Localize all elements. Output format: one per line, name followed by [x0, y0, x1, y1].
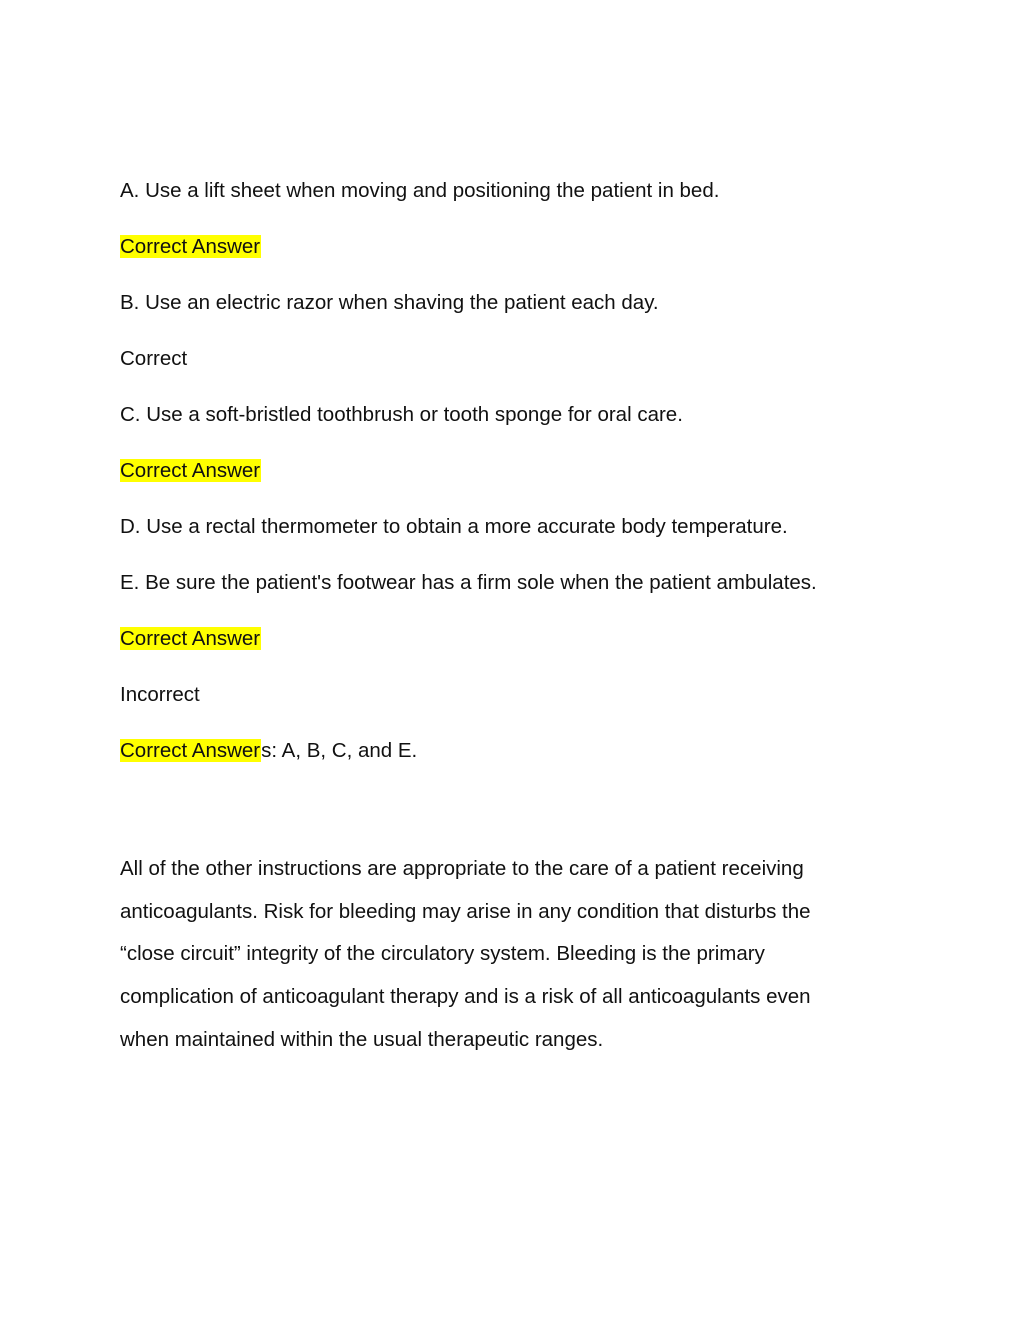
- option-b: B. Use an electric razor when shaving the patient each day.: [120, 291, 659, 314]
- highlighted-label: Correct Answer: [120, 459, 261, 482]
- correct-answer-mark: [120, 626, 261, 652]
- highlighted-label: Correct Answer: [120, 235, 261, 258]
- rationale-line: anticoagulants. Risk for bleeding may arise in any condition that disturbs the: [120, 899, 811, 923]
- incorrect-mark: Incorrect: [120, 683, 200, 706]
- option-a: A. Use a lift sheet when moving and positioning the patient in bed.: [120, 179, 720, 202]
- option-d: D. Use a rectal thermometer to obtain a more accurate body temperature.: [120, 515, 788, 538]
- rationale-paragraph: [120, 848, 880, 1062]
- option-c: C. Use a soft-bristled toothbrush or tooth sponge for oral care.: [120, 403, 683, 426]
- rationale-line: when maintained within the usual therapeutic ranges.: [120, 1027, 604, 1051]
- correct-mark: Correct: [120, 347, 188, 370]
- rationale-line: complication of anticoagulant therapy and is a risk of all anticoagulants even: [120, 985, 811, 1009]
- highlighted-label: Correct Answer: [120, 739, 261, 762]
- highlighted-label: Correct Answer: [120, 627, 261, 650]
- correct-answers-summary: [120, 738, 417, 764]
- option-e: E. Be sure the patient's footwear has a firm sole when the patient ambulates.: [120, 571, 817, 594]
- rationale-line: All of the other instructions are appropriate to the care of a patient receiving: [120, 857, 804, 880]
- correct-answer-mark: [120, 458, 261, 484]
- correct-answer-mark: [120, 234, 261, 260]
- summary-text: s: A, B, C, and E.: [261, 739, 418, 762]
- rationale-line: “close circuit” integrity of the circulatory system. Bleeding is the primary: [120, 942, 765, 966]
